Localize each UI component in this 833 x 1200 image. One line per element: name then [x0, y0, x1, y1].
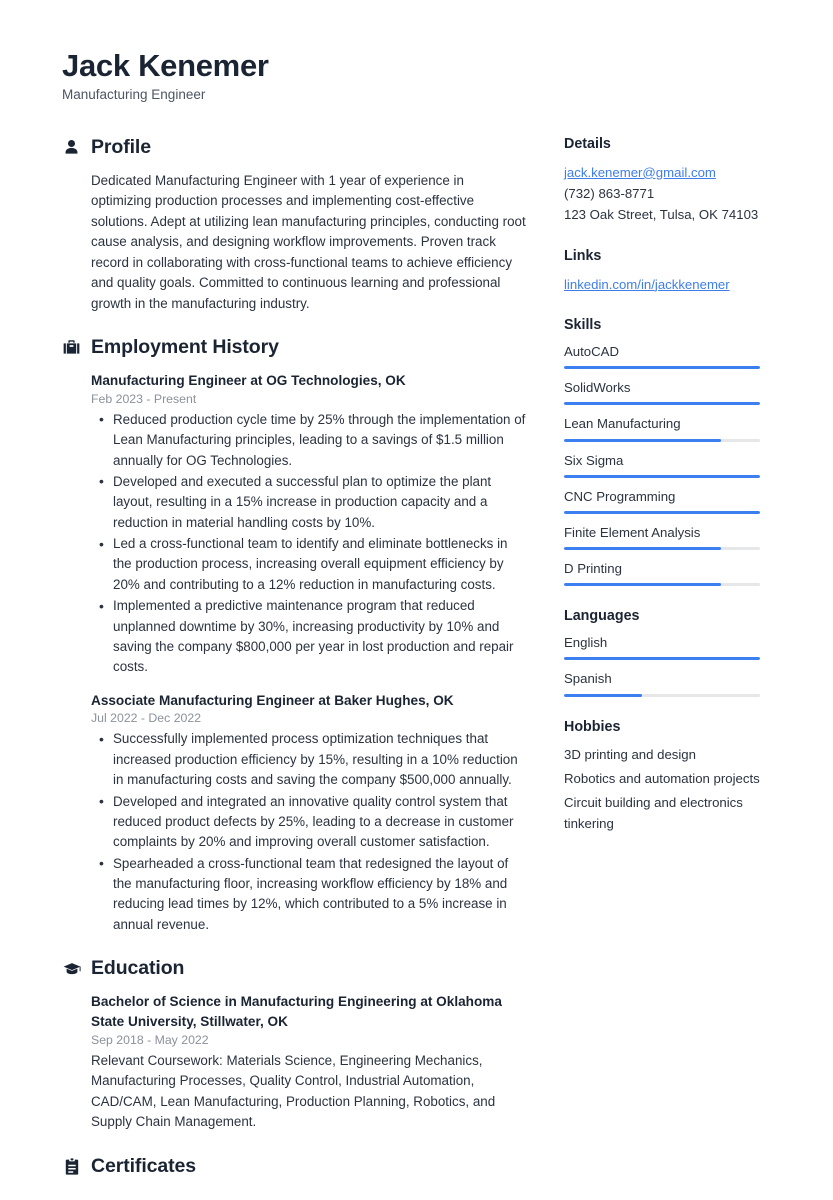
skill-rating-track — [564, 402, 760, 405]
skill-label: Six Sigma — [564, 452, 624, 468]
skill-rating-fill — [564, 511, 760, 514]
section-certificates — [62, 1155, 527, 1178]
skill-row — [564, 415, 769, 441]
sidebar-column — [564, 136, 769, 857]
resume-columns — [62, 136, 779, 1200]
candidate-job-title: Manufacturing Engineer — [62, 86, 206, 102]
employment-entry-date: Jul 2022 - Dec 2022 — [91, 711, 202, 726]
list-item: • Developed and executed a successful plan to optimize the plant layout, resulting in a 15% increase in production capacity and a reduction in material handling costs by 10%. — [91, 472, 527, 533]
education-entry-date: Sep 2018 - May 2022 — [91, 1032, 209, 1047]
employment-entry-bullets — [91, 410, 527, 678]
education-entry-title: Bachelor of Science in Manufacturing Engineering at Oklahoma State University, Stillwater, OK — [91, 994, 502, 1029]
skill-rating-fill — [564, 475, 760, 478]
skill-rating-track — [564, 583, 760, 586]
section-employment-header — [62, 336, 527, 359]
address: 123 Oak Street, Tulsa, OK 74103 — [564, 207, 759, 223]
hobby-item: 3D printing and design — [564, 746, 696, 762]
list-item: • Reduced production cycle time by 25% through the implementation of Lean Manufacturing principles, leading to a savings of $1.5 million annually for OG Technologies. — [91, 410, 527, 471]
sidebar-links-title: Links — [564, 247, 602, 264]
language-rating-fill — [564, 657, 760, 660]
skill-rating-track — [564, 475, 760, 478]
sidebar-skills — [564, 317, 769, 586]
list-item: • Implemented a predictive maintenance program that reduced unplanned downtime by 30%, increasing productivity by 10% and saving the company $800,000 per year in lost production and repair costs. — [91, 596, 527, 678]
person-icon — [62, 138, 81, 157]
skill-row — [564, 452, 769, 478]
skill-row — [564, 488, 769, 514]
employment-entry-title: Manufacturing Engineer at OG Technologies, OK — [91, 373, 406, 389]
sidebar-skills-title: Skills — [564, 317, 602, 334]
employment-entry — [91, 691, 527, 935]
skill-label: Lean Manufacturing — [564, 416, 681, 432]
candidate-name: Jack Kenemer — [62, 48, 269, 83]
sidebar-hobbies-title: Hobbies — [564, 718, 621, 735]
skill-label: Finite Element Analysis — [564, 524, 701, 540]
section-education-body — [62, 992, 527, 1132]
skill-row — [564, 343, 769, 369]
skill-rating-fill — [564, 402, 760, 405]
skill-rating-track — [564, 511, 760, 514]
skill-row — [564, 524, 769, 550]
skill-rating-track — [564, 547, 760, 550]
sidebar-hobbies — [564, 719, 769, 835]
sidebar-links — [564, 248, 769, 295]
section-employment — [62, 336, 527, 935]
section-education-title: Education — [91, 957, 185, 980]
list-item: • Developed and integrated an innovative quality control system that reduced product defects by 25%, leading to a decrease in customer complaints by 20% and improving overall customer satisfaction. — [91, 792, 527, 853]
list-item: • Spearheaded a cross-functional team that redesigned the layout of the manufacturing floor, increasing workflow efficiency by 18% and reducing lead times by 12%, which contributed to a 5% increase in annual revenue. — [91, 854, 527, 936]
skill-row — [564, 379, 769, 405]
language-label: English — [564, 635, 608, 651]
employment-entry-bullets — [91, 729, 527, 935]
language-rating-track — [564, 657, 760, 660]
language-rating-fill — [564, 694, 642, 697]
skill-label: D Printing — [564, 561, 622, 577]
clipboard-icon — [62, 1157, 81, 1176]
language-rating-track — [564, 694, 760, 697]
list-item: • Successfully implemented process optimization techniques that increased production efficiency by 15%, resulting in a 10% reduction in manufacturing costs and saving the company $500,000 annually. — [91, 729, 527, 790]
briefcase-icon — [62, 338, 81, 357]
language-row — [564, 634, 769, 660]
hobby-item: Robotics and automation projects — [564, 771, 760, 786]
main-column — [62, 136, 527, 1200]
skill-row — [564, 560, 769, 586]
language-row — [564, 670, 769, 696]
email-link[interactable]: jack.kenemer@gmail.com — [564, 164, 716, 180]
employment-entry-title: Associate Manufacturing Engineer at Baker Hughes, OK — [91, 692, 454, 708]
hobby-item: Circuit building and electronics tinkering — [564, 795, 743, 831]
education-entry — [91, 992, 527, 1132]
section-profile-title: Profile — [91, 135, 151, 158]
profile-text: Dedicated Manufacturing Engineer with 1 year of experience in optimizing production processes and implementing cost-effective solutions. Adept at utilizing lean manufacturing principles, conducting root cause analysis, and designing workflow improvements. Proven track record in collaborating with cross-functional teams to achieve efficiency and quality goals. Committed to continuous learning and professional growth in the manufacturing industry. — [91, 172, 526, 311]
section-employment-title: Employment History — [91, 336, 279, 359]
skill-rating-fill — [564, 547, 721, 550]
graduation-cap-icon — [62, 959, 81, 978]
employment-entry-date: Feb 2023 - Present — [91, 391, 197, 406]
sidebar-details — [564, 136, 769, 226]
section-education-header — [62, 957, 527, 980]
resume-header — [62, 48, 779, 102]
list-item: • Led a cross-functional team to identify and eliminate bottlenecks in the production process, increasing overall equipment efficiency by 20% and contributing to a 12% reduction in manufacturing costs. — [91, 534, 527, 595]
skill-rating-fill — [564, 439, 721, 442]
section-certificates-header — [62, 1155, 527, 1178]
section-employment-body — [62, 371, 527, 935]
education-entry-description: Relevant Coursework: Materials Science, Engineering Mechanics, Manufacturing Processes, Quality Control, Industrial Automation, CAD/CAM, Lean Manufacturing, Production Planning, Robotics, and Supply Chain Management. — [91, 1052, 496, 1130]
skill-rating-fill — [564, 583, 721, 586]
sidebar-details-title: Details — [564, 135, 611, 152]
section-profile-header — [62, 136, 527, 159]
skill-rating-track — [564, 366, 760, 369]
section-education — [62, 957, 527, 1132]
skill-rating-track — [564, 439, 760, 442]
section-certificates-title: Certificates — [91, 1154, 197, 1177]
skill-rating-fill — [564, 366, 760, 369]
section-profile-body — [62, 171, 527, 315]
skill-label: CNC Programming — [564, 488, 676, 504]
employment-entry — [91, 371, 527, 678]
linkedin-link[interactable]: linkedin.com/in/jackkenemer — [564, 276, 730, 292]
section-profile — [62, 136, 527, 315]
skill-label: SolidWorks — [564, 380, 631, 396]
language-label: Spanish — [564, 671, 612, 687]
sidebar-languages — [564, 608, 769, 696]
phone-number: (732) 863-8771 — [564, 186, 655, 202]
skill-label: AutoCAD — [564, 344, 619, 360]
sidebar-languages-title: Languages — [564, 608, 640, 625]
